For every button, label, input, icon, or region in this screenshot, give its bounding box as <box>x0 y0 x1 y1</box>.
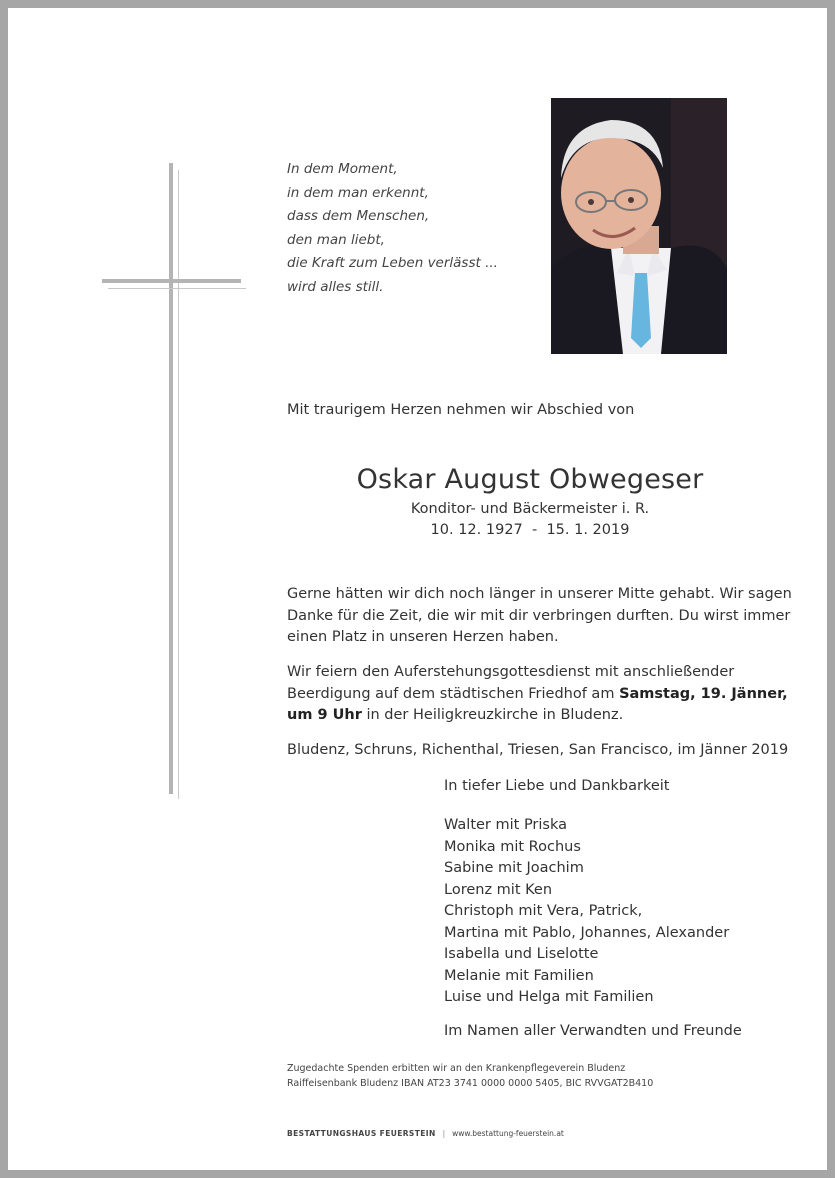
family-members: Lorenz mit Ken <box>444 882 553 898</box>
paragraph-line <box>287 705 773 727</box>
family-members: Sabine mit Joachim <box>444 860 584 876</box>
poem-line: In dem Moment, <box>287 161 398 177</box>
paragraph-line <box>287 684 788 706</box>
donation-note <box>287 1061 653 1091</box>
portrait-photo <box>551 98 727 354</box>
paragraph-line: Danke für die Zeit, die wir mit dir verbringen durften. Du wirst immer <box>287 607 791 624</box>
family-members: Luise und Helga mit Familien <box>444 989 654 1005</box>
family-members: Isabella und Liselotte <box>444 946 599 962</box>
cross-vertical-bar <box>169 163 173 794</box>
funeral-date: Samstag, 19. Jänner, <box>619 685 788 702</box>
family-members: Christoph mit Vera, Patrick, <box>444 903 643 919</box>
deceased-title: Konditor- und Bäckermeister i. R. <box>410 501 650 517</box>
funeral-home-url[interactable]: www.bestattung-feuerstein.at <box>452 1129 564 1138</box>
footer <box>287 1129 564 1138</box>
message-paragraph <box>287 584 792 649</box>
funeral-time: um 9 Uhr <box>287 707 362 723</box>
family-members: Walter mit Priska <box>444 817 568 833</box>
funeral-home-name: BESTATTUNGSHAUS FEUERSTEIN <box>287 1129 436 1138</box>
places-line: Bludenz, Schruns, Richenthal, Triesen, San Francisco, im Jänner 2019 <box>287 742 789 758</box>
poem-line: den man liebt, <box>287 231 385 248</box>
paragraph-text: in der Heiligkreuzkirche in Bludenz. <box>361 707 624 723</box>
portrait-illustration <box>551 98 727 354</box>
cross-vertical-line <box>178 170 179 799</box>
paragraph-text: Beerdigung auf dem städtischen Friedhof am <box>287 685 620 702</box>
family-members: Martina mit Pablo, Johannes, Alexander <box>444 925 730 941</box>
donation-line: Raiffeisenbank Bludenz IBAN AT23 3741 0000 0000 5405, BIC RVVGAT2B410 <box>287 1078 654 1089</box>
cross-horizontal-line <box>108 288 246 289</box>
family-members: Monika mit Rochus <box>444 839 581 855</box>
paragraph-line: Wir feiern den Auferstehungsgottesdienst mit anschließender <box>287 664 735 680</box>
family-members: Melanie mit Familien <box>444 968 594 984</box>
poem <box>287 158 498 299</box>
paragraph-line: Gerne hätten wir dich noch länger in unserer Mitte gehabt. Wir sagen <box>287 586 792 602</box>
poem-line: dass dem Menschen, <box>287 208 430 224</box>
closing-signature: Im Namen aller Verwandten und Freunde <box>444 1023 742 1039</box>
poem-line: in dem man erkennt, <box>287 184 429 201</box>
funeral-paragraph <box>287 662 788 727</box>
poem-line: die Kraft zum Leben verlässt ... <box>287 255 498 271</box>
cross-horizontal-bar <box>102 279 241 283</box>
paragraph-line: einen Platz in unseren Herzen haben. <box>287 629 559 645</box>
closing-line: In tiefer Liebe und Dankbarkeit <box>444 778 670 794</box>
donation-line: Zugedachte Spenden erbitten wir an den Krankenpflegeverein Bludenz <box>287 1063 626 1074</box>
deceased-name: Oskar August Obwegeser <box>356 464 704 495</box>
intro-text: Mit traurigem Herzen nehmen wir Abschied von <box>287 402 635 418</box>
poem-line: wird alles still. <box>287 278 384 295</box>
deceased-dates: 10. 12. 1927 - 15. 1. 2019 <box>430 522 630 538</box>
footer-separator: | <box>442 1129 446 1138</box>
